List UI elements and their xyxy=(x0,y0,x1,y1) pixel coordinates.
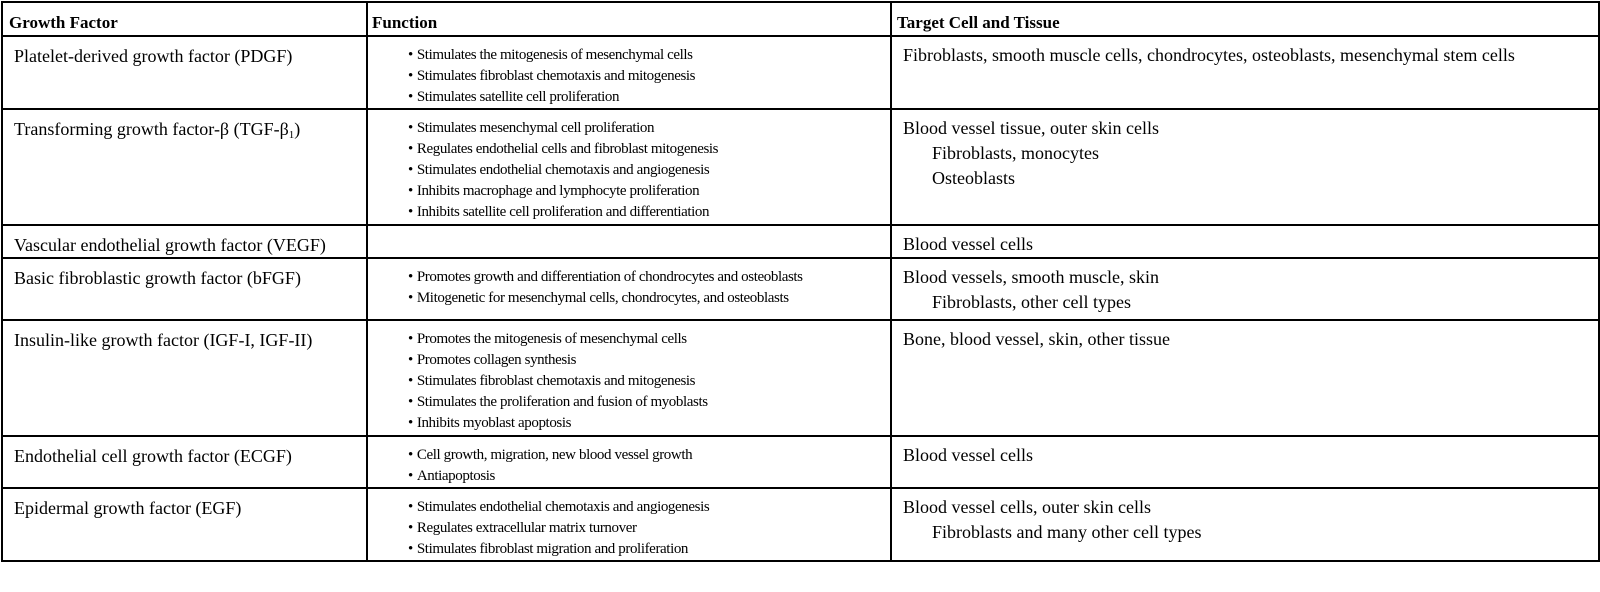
target-cell xyxy=(891,225,1599,258)
function-text: Stimulates the proliferation and fusion of myoblasts xyxy=(416,394,708,410)
function-item xyxy=(408,66,890,87)
function-item xyxy=(408,288,890,309)
function-item xyxy=(408,539,890,560)
function-text: Stimulates the mitogenesis of mesenchymal cells xyxy=(416,47,693,63)
function-item xyxy=(408,371,890,392)
growth-factor-cell xyxy=(2,258,367,320)
function-text: Cell growth, migration, new blood vessel growth xyxy=(416,447,693,463)
target-cell xyxy=(891,320,1599,436)
header-target: Target Cell and Tissue xyxy=(891,2,1599,36)
table-row xyxy=(2,109,1599,225)
function-text: Stimulates mesenchymal cell proliferation xyxy=(416,120,655,136)
target-line: Fibroblasts, monocytes xyxy=(932,143,1099,163)
function-item xyxy=(408,497,890,518)
growth-factor-name: Transforming growth factor-β (TGF-β xyxy=(14,119,289,139)
header-function: Function xyxy=(367,2,891,36)
function-text: Promotes growth and differentiation of chondrocytes and osteoblasts xyxy=(416,269,803,285)
growth-factor-name: Basic fibroblastic growth factor (bFGF) xyxy=(14,268,301,288)
function-item xyxy=(408,202,890,223)
function-item xyxy=(408,329,890,350)
function-text: Stimulates fibroblast chemotaxis and mitogenesis xyxy=(416,373,696,389)
function-text: Stimulates fibroblast migration and proliferation xyxy=(416,541,689,557)
target-line: Blood vessel cells, outer skin cells xyxy=(903,497,1151,517)
function-item xyxy=(408,466,890,487)
growth-factor-name: Insulin-like growth factor (IGF-I, IGF-II) xyxy=(14,330,313,350)
table-row xyxy=(2,320,1599,436)
function-text: Stimulates endothelial chemotaxis and angiogenesis xyxy=(416,499,710,515)
table-row xyxy=(2,258,1599,320)
function-text: Mitogenetic for mesenchymal cells, chondrocytes, and osteoblasts xyxy=(416,290,789,306)
target-line: Blood vessel tissue, outer skin cells xyxy=(903,118,1159,138)
target-line: Fibroblasts, smooth muscle cells, chondrocytes, osteoblasts, mesenchymal stem cells xyxy=(903,45,1515,65)
function-cell xyxy=(367,320,891,436)
function-cell xyxy=(367,488,891,561)
target-line: Osteoblasts xyxy=(932,168,1015,188)
function-item xyxy=(408,139,890,160)
function-list xyxy=(408,45,890,108)
function-text: Inhibits satellite cell proliferation and differentiation xyxy=(416,204,710,220)
header-growth-factor: Growth Factor xyxy=(2,2,367,36)
function-list xyxy=(408,329,890,434)
function-text: Stimulates endothelial chemotaxis and angiogenesis xyxy=(416,162,710,178)
target-cell xyxy=(891,488,1599,561)
function-text: Promotes collagen synthesis xyxy=(416,352,577,368)
growth-factor-subscript: 1 xyxy=(288,129,295,141)
function-cell xyxy=(367,36,891,109)
growth-factor-name: Vascular endothelial growth factor (VEGF) xyxy=(14,235,326,255)
growth-factor-suffix: ) xyxy=(294,119,301,139)
function-cell xyxy=(367,258,891,320)
table-body xyxy=(2,36,1599,561)
growth-factor-name: Platelet-derived growth factor (PDGF) xyxy=(14,46,293,66)
function-text: Regulates endothelial cells and fibroblast mitogenesis xyxy=(416,141,719,157)
growth-factor-table xyxy=(1,1,1600,562)
function-text: Regulates extracellular matrix turnover xyxy=(416,520,637,536)
function-list xyxy=(408,497,890,560)
target-line: Blood vessel cells xyxy=(903,234,1033,254)
table-row xyxy=(2,488,1599,561)
function-item xyxy=(408,518,890,539)
table-row xyxy=(2,436,1599,488)
table-header-row xyxy=(2,2,1599,36)
growth-factor-cell xyxy=(2,488,367,561)
target-line: Fibroblasts, other cell types xyxy=(932,292,1131,312)
function-list xyxy=(408,445,890,487)
function-item xyxy=(408,181,890,202)
function-item xyxy=(408,45,890,66)
function-item xyxy=(408,445,890,466)
function-cell xyxy=(367,225,891,258)
table-row xyxy=(2,225,1599,258)
table-row xyxy=(2,36,1599,109)
target-cell xyxy=(891,436,1599,488)
function-list xyxy=(408,267,890,309)
function-text: Stimulates fibroblast chemotaxis and mitogenesis xyxy=(416,68,696,84)
function-item xyxy=(408,392,890,413)
function-item xyxy=(408,267,890,288)
function-text: Antiapoptosis xyxy=(416,468,495,484)
target-line: Blood vessels, smooth muscle, skin xyxy=(903,267,1159,287)
function-item xyxy=(408,413,890,434)
growth-factor-cell xyxy=(2,36,367,109)
growth-factor-name: Endothelial cell growth factor (ECGF) xyxy=(14,446,292,466)
function-item xyxy=(408,87,890,108)
target-line: Blood vessel cells xyxy=(903,445,1033,465)
target-cell xyxy=(891,258,1599,320)
function-list xyxy=(408,118,890,223)
target-cell xyxy=(891,109,1599,225)
growth-factor-cell xyxy=(2,436,367,488)
function-item xyxy=(408,160,890,181)
target-cell xyxy=(891,36,1599,109)
function-item xyxy=(408,118,890,139)
growth-factor-table-wrapper xyxy=(1,1,1598,589)
function-cell xyxy=(367,436,891,488)
target-line: Bone, blood vessel, skin, other tissue xyxy=(903,329,1170,349)
target-line: Fibroblasts and many other cell types xyxy=(932,522,1202,542)
function-cell xyxy=(367,109,891,225)
function-text: Inhibits macrophage and lymphocyte proliferation xyxy=(416,183,700,199)
growth-factor-cell xyxy=(2,320,367,436)
growth-factor-cell xyxy=(2,225,367,258)
function-text: Promotes the mitogenesis of mesenchymal cells xyxy=(416,331,687,347)
function-text: Inhibits myoblast apoptosis xyxy=(416,415,572,431)
growth-factor-cell xyxy=(2,109,367,225)
growth-factor-name: Epidermal growth factor (EGF) xyxy=(14,498,242,518)
function-item xyxy=(408,350,890,371)
function-text: Stimulates satellite cell proliferation xyxy=(416,89,620,105)
